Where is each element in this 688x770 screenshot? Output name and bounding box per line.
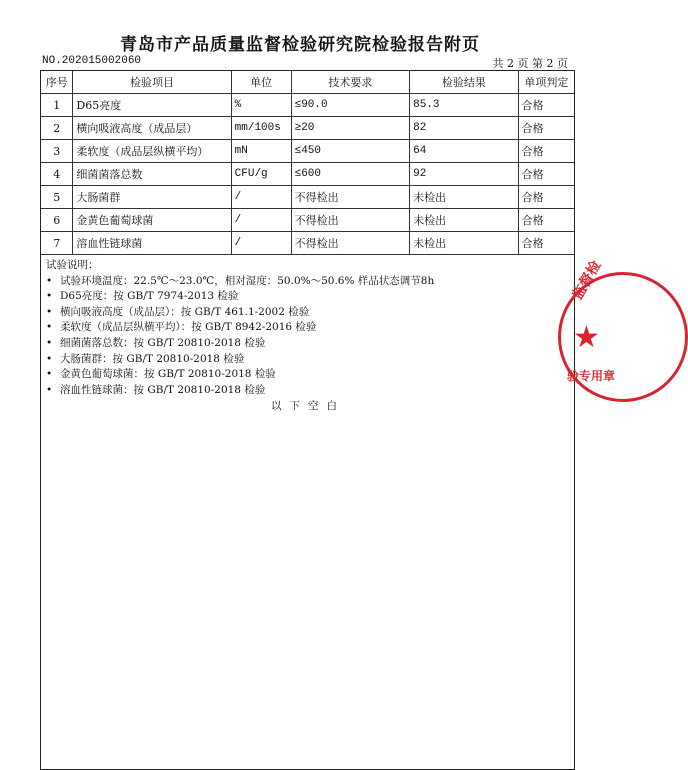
- note-item: [46, 289, 570, 305]
- table-row: [41, 94, 574, 117]
- stamp-text-bottom: 验专用章: [567, 369, 616, 383]
- unit: mm/100s: [231, 117, 291, 140]
- row-index: 1: [41, 94, 73, 117]
- header-cell: 序号: [41, 71, 73, 94]
- bullet-icon: •: [46, 336, 53, 349]
- note-text: 横向吸液高度（成品层）：按 GB/T 461.1-2002 检验: [60, 305, 310, 318]
- test-item: 金黄色葡萄球菌: [73, 209, 231, 232]
- bullet-icon: •: [46, 274, 53, 287]
- test-item: 大肠菌群: [73, 186, 231, 209]
- header-cell: 检验项目: [73, 71, 231, 94]
- note-text: 金黄色葡萄球菌：按 GB/T 20810-2018 检验: [60, 368, 276, 381]
- document-title: 青岛市产品质量监督检验研究院检验报告附页: [120, 35, 480, 55]
- table-row: [41, 117, 574, 140]
- verdict: 合格: [518, 140, 574, 163]
- result: 未检出: [410, 232, 519, 255]
- inspection-table: [41, 71, 574, 255]
- result: 未检出: [410, 209, 519, 232]
- note-text: 大肠菌群：按 GB/T 20810-2018 检验: [60, 352, 245, 365]
- test-item: 柔软度（成品层纵横平均）: [73, 140, 231, 163]
- bullet-icon: •: [46, 290, 53, 303]
- note-item: [46, 305, 570, 321]
- row-index: 3: [41, 140, 73, 163]
- test-item: D65亮度: [73, 94, 231, 117]
- verdict: 合格: [518, 186, 574, 209]
- note-item: [46, 320, 570, 336]
- notes-heading: 试验说明：: [46, 259, 99, 271]
- verdict: 合格: [518, 209, 574, 232]
- test-item: 细菌菌落总数: [73, 163, 231, 186]
- result: 64: [410, 140, 519, 163]
- header-cell: 检验结果: [410, 71, 519, 94]
- test-notes: [41, 255, 574, 415]
- requirement: ≤600: [291, 163, 410, 186]
- note-item: [46, 383, 570, 399]
- test-item: 横向吸液高度（成品层）: [73, 117, 231, 140]
- table-header-row: [41, 71, 574, 94]
- requirement: ≤450: [291, 140, 410, 163]
- row-index: 4: [41, 163, 73, 186]
- verdict: 合格: [518, 94, 574, 117]
- requirement: ≤90.0: [291, 94, 410, 117]
- star-icon: ★: [573, 320, 600, 355]
- row-index: 6: [41, 209, 73, 232]
- report-number: NO.202015002060: [42, 55, 142, 67]
- stamp-text-top: 监督检: [569, 258, 605, 303]
- requirement: 不得检出: [291, 186, 410, 209]
- result: 未检出: [410, 186, 519, 209]
- blank-mark: 以下空白: [271, 400, 345, 413]
- header-cell: 技术要求: [291, 71, 410, 94]
- verdict: 合格: [518, 232, 574, 255]
- unit: mN: [231, 140, 291, 163]
- verdict: 合格: [518, 117, 574, 140]
- bullet-icon: •: [46, 368, 53, 381]
- header-cell: 单项判定: [518, 71, 574, 94]
- requirement: 不得检出: [291, 209, 410, 232]
- unit: /: [231, 209, 291, 232]
- table-row: [41, 209, 574, 232]
- unit: CFU/g: [231, 163, 291, 186]
- table-row: [41, 232, 574, 255]
- unit: %: [231, 94, 291, 117]
- note-text: 柔软度（成品层纵横平均）：按 GB/T 8942-2016 检验: [60, 321, 317, 334]
- requirement: 不得检出: [291, 232, 410, 255]
- table-row: [41, 140, 574, 163]
- row-index: 2: [41, 117, 73, 140]
- header-cell: 单位: [231, 71, 291, 94]
- requirement: ≥20: [291, 117, 410, 140]
- table-row: [41, 186, 574, 209]
- note-item: [46, 336, 570, 352]
- note-item: [46, 352, 570, 368]
- inspection-stamp: [558, 258, 688, 402]
- note-item: [46, 274, 570, 290]
- result: 85.3: [410, 94, 519, 117]
- report-frame: [40, 70, 575, 770]
- note-text: 溶血性链球菌：按 GB/T 20810-2018 检验: [60, 383, 266, 396]
- page-info: 共 2 页 第 2 页: [492, 57, 568, 70]
- row-index: 7: [41, 232, 73, 255]
- verdict: 合格: [518, 163, 574, 186]
- bullet-icon: •: [46, 305, 53, 318]
- note-text: 细菌菌落总数：按 GB/T 20810-2018 检验: [60, 336, 266, 349]
- note-text: 试验环境温度：22.5℃～23.0℃，相对湿度：50.0%～50.6% 样品状态调节8h: [60, 274, 435, 287]
- result: 82: [410, 117, 519, 140]
- table-row: [41, 163, 574, 186]
- bullet-icon: •: [46, 383, 53, 396]
- test-item: 溶血性链球菌: [73, 232, 231, 255]
- bullet-icon: •: [46, 321, 53, 334]
- note-item: [46, 367, 570, 383]
- unit: /: [231, 186, 291, 209]
- result: 92: [410, 163, 519, 186]
- unit: /: [231, 232, 291, 255]
- note-text: D65亮度：按 GB/T 7974-2013 检验: [60, 290, 239, 303]
- bullet-icon: •: [46, 352, 53, 365]
- row-index: 5: [41, 186, 73, 209]
